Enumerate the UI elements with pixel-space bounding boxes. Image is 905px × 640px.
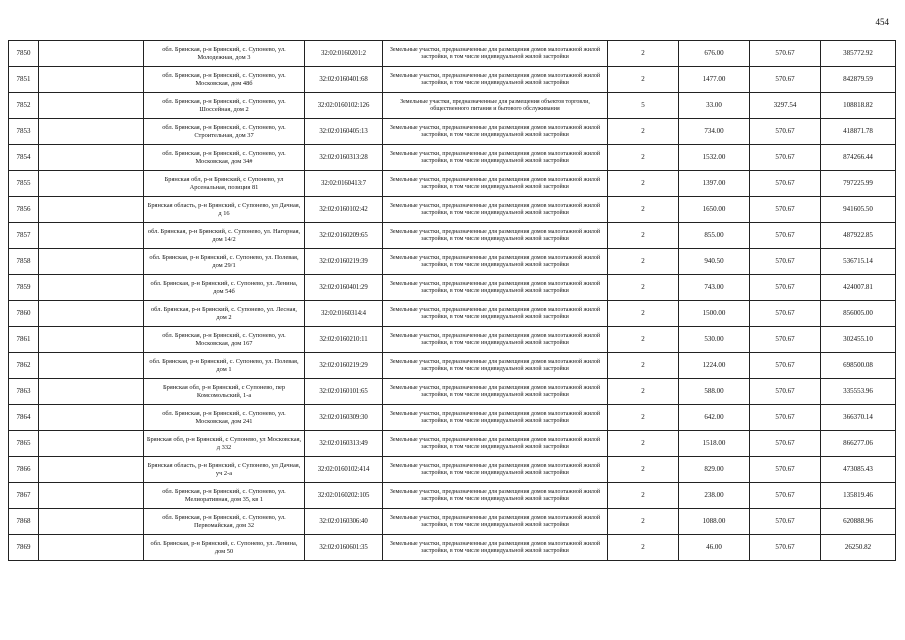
cell-specific-value: 570.67 bbox=[750, 249, 821, 275]
cell-cadastral-number: 32:02:0160401:68 bbox=[305, 67, 383, 93]
cell-cadastral-number: 32:02:0160202:105 bbox=[305, 483, 383, 509]
cell-area: 642.00 bbox=[679, 405, 750, 431]
cell-specific-value: 570.67 bbox=[750, 301, 821, 327]
cell-row-number: 7857 bbox=[9, 223, 39, 249]
cell-empty bbox=[39, 353, 144, 379]
cell-address: обл. Брянская, р-н Брянский, с. Супонево, ул. Московская, дом 34# bbox=[144, 145, 305, 171]
table-row bbox=[9, 67, 896, 93]
cell-group: 2 bbox=[608, 431, 679, 457]
cell-area: 1650.00 bbox=[679, 197, 750, 223]
cell-specific-value: 570.67 bbox=[750, 67, 821, 93]
cell-area: 734.00 bbox=[679, 119, 750, 145]
cell-empty bbox=[39, 483, 144, 509]
cell-permitted-use: Земельные участки, предназначенные для размещения домов малоэтажной жилой застройки, в том числе индивидуальной жилой застройки bbox=[383, 249, 608, 275]
cell-permitted-use: Земельные участки, предназначенные для размещения домов малоэтажной жилой застройки, в том числе индивидуальной жилой застройки bbox=[383, 405, 608, 431]
cell-area: 743.00 bbox=[679, 275, 750, 301]
cell-permitted-use: Земельные участки, предназначенные для размещения домов малоэтажной жилой застройки, в том числе индивидуальной жилой застройки bbox=[383, 145, 608, 171]
cell-row-number: 7851 bbox=[9, 67, 39, 93]
cell-group: 2 bbox=[608, 301, 679, 327]
cell-group: 2 bbox=[608, 327, 679, 353]
cell-specific-value: 570.67 bbox=[750, 223, 821, 249]
table-row bbox=[9, 535, 896, 561]
cell-empty bbox=[39, 171, 144, 197]
cell-cadastral-number: 32:02:0160219:39 bbox=[305, 249, 383, 275]
cell-area: 46.00 bbox=[679, 535, 750, 561]
table-row bbox=[9, 275, 896, 301]
table-row bbox=[9, 509, 896, 535]
cell-group: 2 bbox=[608, 405, 679, 431]
cell-permitted-use: Земельные участки, предназначенные для размещения домов малоэтажной жилой застройки, в том числе индивидуальной жилой застройки bbox=[383, 535, 608, 561]
page-number: 454 bbox=[875, 17, 889, 27]
table-row bbox=[9, 197, 896, 223]
table-row bbox=[9, 431, 896, 457]
cell-cadastral-value: 874266.44 bbox=[821, 145, 896, 171]
cell-empty bbox=[39, 431, 144, 457]
cell-address: обл. Брянская, р-н Брянский, с. Супонево, ул. Московская, дом 167 bbox=[144, 327, 305, 353]
cell-permitted-use: Земельные участки, предназначенные для размещения домов малоэтажной жилой застройки, в том числе индивидуальной жилой застройки bbox=[383, 223, 608, 249]
cell-area: 1224.00 bbox=[679, 353, 750, 379]
cell-cadastral-value: 941605.50 bbox=[821, 197, 896, 223]
cell-permitted-use: Земельные участки, предназначенные для размещения домов малоэтажной жилой застройки, в том числе индивидуальной жилой застройки bbox=[383, 301, 608, 327]
cell-area: 676.00 bbox=[679, 41, 750, 67]
cell-row-number: 7868 bbox=[9, 509, 39, 535]
cell-cadastral-value: 856005.00 bbox=[821, 301, 896, 327]
cell-permitted-use: Земельные участки, предназначенные для размещения домов малоэтажной жилой застройки, в том числе индивидуальной жилой застройки bbox=[383, 509, 608, 535]
cell-cadastral-value: 418871.78 bbox=[821, 119, 896, 145]
cell-address: обл. Брянская, р-н Брянский, с. Супонево, ул. Ленина, дом 54б bbox=[144, 275, 305, 301]
cell-permitted-use: Земельные участки, предназначенные для размещения домов малоэтажной жилой застройки, в том числе индивидуальной жилой застройки bbox=[383, 327, 608, 353]
cell-specific-value: 570.67 bbox=[750, 457, 821, 483]
cell-empty bbox=[39, 457, 144, 483]
cell-permitted-use: Земельные участки, предназначенные для размещения домов малоэтажной жилой застройки, в том числе индивидуальной жилой застройки bbox=[383, 457, 608, 483]
table-row bbox=[9, 457, 896, 483]
cell-address: обл. Брянская, р-н Брянский, с. Супонево, ул. Лесная, дом 2 bbox=[144, 301, 305, 327]
cell-specific-value: 570.67 bbox=[750, 145, 821, 171]
cell-cadastral-value: 385772.92 bbox=[821, 41, 896, 67]
cell-cadastral-number: 32:02:0160201:2 bbox=[305, 41, 383, 67]
cell-cadastral-number: 32:02:0160313:49 bbox=[305, 431, 383, 457]
cell-permitted-use: Земельные участки, предназначенные для размещения домов малоэтажной жилой застройки, в том числе индивидуальной жилой застройки bbox=[383, 483, 608, 509]
cell-specific-value: 570.67 bbox=[750, 119, 821, 145]
table-row bbox=[9, 405, 896, 431]
cell-empty bbox=[39, 509, 144, 535]
cell-cadastral-value: 424007.81 bbox=[821, 275, 896, 301]
cell-specific-value: 570.67 bbox=[750, 431, 821, 457]
cell-group: 2 bbox=[608, 249, 679, 275]
cell-row-number: 7862 bbox=[9, 353, 39, 379]
cell-empty bbox=[39, 275, 144, 301]
cell-empty bbox=[39, 535, 144, 561]
table-row bbox=[9, 145, 896, 171]
cell-address: Брянская обл, р-н Брянский, с Супонево, пер Комсомольский, 1-а bbox=[144, 379, 305, 405]
cell-address: обл. Брянская, р-н Брянский, с. Супонево, ул. Мелиоративная, дом 35, кв 1 bbox=[144, 483, 305, 509]
cell-cadastral-value: 26250.82 bbox=[821, 535, 896, 561]
cell-address: Брянская обл, р-н Брянский, с Супонево, ул Московская, д 332 bbox=[144, 431, 305, 457]
cell-address: обл. Брянская, р-н Брянский, с. Супонево, ул. Строительная, дом 37 bbox=[144, 119, 305, 145]
cell-permitted-use: Земельные участки, предназначенные для размещения домов малоэтажной жилой застройки, в том числе индивидуальной жилой застройки bbox=[383, 67, 608, 93]
cadastral-value-table bbox=[8, 40, 896, 561]
table-row bbox=[9, 483, 896, 509]
cell-area: 1518.00 bbox=[679, 431, 750, 457]
cell-group: 5 bbox=[608, 93, 679, 119]
cell-area: 588.00 bbox=[679, 379, 750, 405]
cell-cadastral-number: 32:02:0160219:29 bbox=[305, 353, 383, 379]
cell-address: обл. Брянская, р-н Брянский, с. Супонево, ул. Молодежная, дом 3 bbox=[144, 41, 305, 67]
table-body bbox=[9, 41, 896, 561]
cell-row-number: 7861 bbox=[9, 327, 39, 353]
cell-area: 829.00 bbox=[679, 457, 750, 483]
cell-empty bbox=[39, 67, 144, 93]
cell-permitted-use: Земельные участки, предназначенные для размещения объектов торговли, общественного питания и бытового обслуживания bbox=[383, 93, 608, 119]
cell-empty bbox=[39, 327, 144, 353]
cell-cadastral-value: 536715.14 bbox=[821, 249, 896, 275]
cell-address: обл. Брянская, р-н Брянский, с. Супонево, ул. Первомайская, дом 32 bbox=[144, 509, 305, 535]
cell-empty bbox=[39, 93, 144, 119]
cell-cadastral-number: 32:02:0160313:28 bbox=[305, 145, 383, 171]
cell-area: 33.00 bbox=[679, 93, 750, 119]
cell-address: обл. Брянская, р-н Брянский, с. Супонево, ул. Ленина, дом 50 bbox=[144, 535, 305, 561]
cell-cadastral-value: 302455.10 bbox=[821, 327, 896, 353]
cell-cadastral-number: 32:02:0160102:414 bbox=[305, 457, 383, 483]
cell-cadastral-number: 32:02:0160101:65 bbox=[305, 379, 383, 405]
cell-area: 1477.00 bbox=[679, 67, 750, 93]
cell-empty bbox=[39, 301, 144, 327]
cell-address: обл. Брянская, р-н Брянский, с. Супонево, ул. Московская, дом 48б bbox=[144, 67, 305, 93]
cell-cadastral-value: 866277.06 bbox=[821, 431, 896, 457]
cell-group: 2 bbox=[608, 353, 679, 379]
cell-row-number: 7853 bbox=[9, 119, 39, 145]
cell-empty bbox=[39, 41, 144, 67]
cell-row-number: 7860 bbox=[9, 301, 39, 327]
cell-cadastral-number: 32:02:0160210:11 bbox=[305, 327, 383, 353]
cell-permitted-use: Земельные участки, предназначенные для размещения домов малоэтажной жилой застройки, в том числе индивидуальной жилой застройки bbox=[383, 171, 608, 197]
cell-row-number: 7854 bbox=[9, 145, 39, 171]
table-row bbox=[9, 41, 896, 67]
cell-cadastral-number: 32:02:0160306:40 bbox=[305, 509, 383, 535]
cell-cadastral-number: 32:02:0160413:7 bbox=[305, 171, 383, 197]
cell-empty bbox=[39, 223, 144, 249]
cell-specific-value: 570.67 bbox=[750, 171, 821, 197]
table-row bbox=[9, 171, 896, 197]
cell-specific-value: 570.67 bbox=[750, 327, 821, 353]
cell-permitted-use: Земельные участки, предназначенные для размещения домов малоэтажной жилой застройки, в том числе индивидуальной жилой застройки bbox=[383, 353, 608, 379]
cell-empty bbox=[39, 405, 144, 431]
cell-cadastral-value: 797225.99 bbox=[821, 171, 896, 197]
table-row bbox=[9, 119, 896, 145]
cell-address: обл. Брянская, р-н Брянский, с. Супонево, ул. Шоссейная, дом 2 bbox=[144, 93, 305, 119]
cell-group: 2 bbox=[608, 145, 679, 171]
cell-empty bbox=[39, 379, 144, 405]
cell-cadastral-number: 32:02:0160309:30 bbox=[305, 405, 383, 431]
cell-address: обл. Брянская, р-н Брянский, с. Супонево, ул. Полевая, дом 29/1 bbox=[144, 249, 305, 275]
cell-row-number: 7864 bbox=[9, 405, 39, 431]
cell-group: 2 bbox=[608, 197, 679, 223]
cell-group: 2 bbox=[608, 67, 679, 93]
cell-cadastral-value: 487922.85 bbox=[821, 223, 896, 249]
cell-area: 1500.00 bbox=[679, 301, 750, 327]
cell-address: обл. Брянская, р-н Брянский, с. Супонево, ул. Московская, дом 241 bbox=[144, 405, 305, 431]
table-row bbox=[9, 379, 896, 405]
cell-group: 2 bbox=[608, 457, 679, 483]
cell-group: 2 bbox=[608, 119, 679, 145]
cell-area: 238.00 bbox=[679, 483, 750, 509]
cell-permitted-use: Земельные участки, предназначенные для размещения домов малоэтажной жилой застройки, в том числе индивидуальной жилой застройки bbox=[383, 119, 608, 145]
cell-cadastral-value: 135819.46 bbox=[821, 483, 896, 509]
cell-group: 2 bbox=[608, 171, 679, 197]
table-row bbox=[9, 327, 896, 353]
cell-address: Брянская обл, р-н Брянский, с Супонево, ул Арсенальная, позиция 81 bbox=[144, 171, 305, 197]
cell-cadastral-value: 620888.96 bbox=[821, 509, 896, 535]
cell-row-number: 7863 bbox=[9, 379, 39, 405]
cell-specific-value: 570.67 bbox=[750, 405, 821, 431]
cell-cadastral-value: 842879.59 bbox=[821, 67, 896, 93]
cell-row-number: 7869 bbox=[9, 535, 39, 561]
cell-cadastral-number: 32:02:0160601:35 bbox=[305, 535, 383, 561]
cell-specific-value: 570.67 bbox=[750, 41, 821, 67]
table-row bbox=[9, 301, 896, 327]
cell-empty bbox=[39, 119, 144, 145]
cell-area: 940.50 bbox=[679, 249, 750, 275]
cell-specific-value: 570.67 bbox=[750, 509, 821, 535]
cell-empty bbox=[39, 197, 144, 223]
cell-cadastral-value: 366370.14 bbox=[821, 405, 896, 431]
cell-group: 2 bbox=[608, 223, 679, 249]
cell-cadastral-value: 335553.96 bbox=[821, 379, 896, 405]
cell-group: 2 bbox=[608, 41, 679, 67]
cell-group: 2 bbox=[608, 483, 679, 509]
cell-group: 2 bbox=[608, 509, 679, 535]
cell-specific-value: 570.67 bbox=[750, 197, 821, 223]
cell-cadastral-number: 32:02:0160102:42 bbox=[305, 197, 383, 223]
cell-cadastral-number: 32:02:0160314:4 bbox=[305, 301, 383, 327]
cell-cadastral-number: 32:02:0160401:29 bbox=[305, 275, 383, 301]
cell-group: 2 bbox=[608, 275, 679, 301]
cell-area: 1532.00 bbox=[679, 145, 750, 171]
cell-cadastral-value: 698500.08 bbox=[821, 353, 896, 379]
cell-group: 2 bbox=[608, 379, 679, 405]
cell-group: 2 bbox=[608, 535, 679, 561]
cell-row-number: 7850 bbox=[9, 41, 39, 67]
cell-permitted-use: Земельные участки, предназначенные для размещения домов малоэтажной жилой застройки, в том числе индивидуальной жилой застройки bbox=[383, 431, 608, 457]
cell-address: Брянская область, р-н Брянский, с Супонево, ул Дачная, д 16 bbox=[144, 197, 305, 223]
cell-area: 530.00 bbox=[679, 327, 750, 353]
cell-row-number: 7865 bbox=[9, 431, 39, 457]
cell-permitted-use: Земельные участки, предназначенные для размещения домов малоэтажной жилой застройки, в том числе индивидуальной жилой застройки bbox=[383, 41, 608, 67]
cell-cadastral-number: 32:02:0160405:13 bbox=[305, 119, 383, 145]
cell-specific-value: 570.67 bbox=[750, 535, 821, 561]
cell-cadastral-number: 32:02:0160102:126 bbox=[305, 93, 383, 119]
cell-address: обл. Брянская, р-н Брянский, с. Супонево, ул. Нагорная, дом 14/2 bbox=[144, 223, 305, 249]
cell-specific-value: 570.67 bbox=[750, 275, 821, 301]
cell-specific-value: 570.67 bbox=[750, 483, 821, 509]
table-row bbox=[9, 249, 896, 275]
cell-row-number: 7859 bbox=[9, 275, 39, 301]
table-row bbox=[9, 353, 896, 379]
cell-cadastral-number: 32:02:0160209:65 bbox=[305, 223, 383, 249]
cell-row-number: 7858 bbox=[9, 249, 39, 275]
cell-specific-value: 570.67 bbox=[750, 379, 821, 405]
table-row bbox=[9, 93, 896, 119]
cell-empty bbox=[39, 249, 144, 275]
cell-cadastral-value: 473085.43 bbox=[821, 457, 896, 483]
cell-row-number: 7867 bbox=[9, 483, 39, 509]
cell-permitted-use: Земельные участки, предназначенные для размещения домов малоэтажной жилой застройки, в том числе индивидуальной жилой застройки bbox=[383, 197, 608, 223]
table-row bbox=[9, 223, 896, 249]
cell-area: 1397.00 bbox=[679, 171, 750, 197]
cell-area: 855.00 bbox=[679, 223, 750, 249]
cell-area: 1088.00 bbox=[679, 509, 750, 535]
cell-row-number: 7856 bbox=[9, 197, 39, 223]
cell-row-number: 7855 bbox=[9, 171, 39, 197]
cell-permitted-use: Земельные участки, предназначенные для размещения домов малоэтажной жилой застройки, в том числе индивидуальной жилой застройки bbox=[383, 275, 608, 301]
cell-cadastral-value: 108818.82 bbox=[821, 93, 896, 119]
cell-empty bbox=[39, 145, 144, 171]
cell-address: Брянская область, р-н Брянский, с Супонево, ул Дачная, уч 2-а bbox=[144, 457, 305, 483]
cell-permitted-use: Земельные участки, предназначенные для размещения домов малоэтажной жилой застройки, в том числе индивидуальной жилой застройки bbox=[383, 379, 608, 405]
cell-row-number: 7866 bbox=[9, 457, 39, 483]
cell-specific-value: 570.67 bbox=[750, 353, 821, 379]
cell-specific-value: 3297.54 bbox=[750, 93, 821, 119]
cell-address: обл. Брянская, р-н Брянский, с. Супонево, ул. Полевая, дом 1 bbox=[144, 353, 305, 379]
cell-row-number: 7852 bbox=[9, 93, 39, 119]
